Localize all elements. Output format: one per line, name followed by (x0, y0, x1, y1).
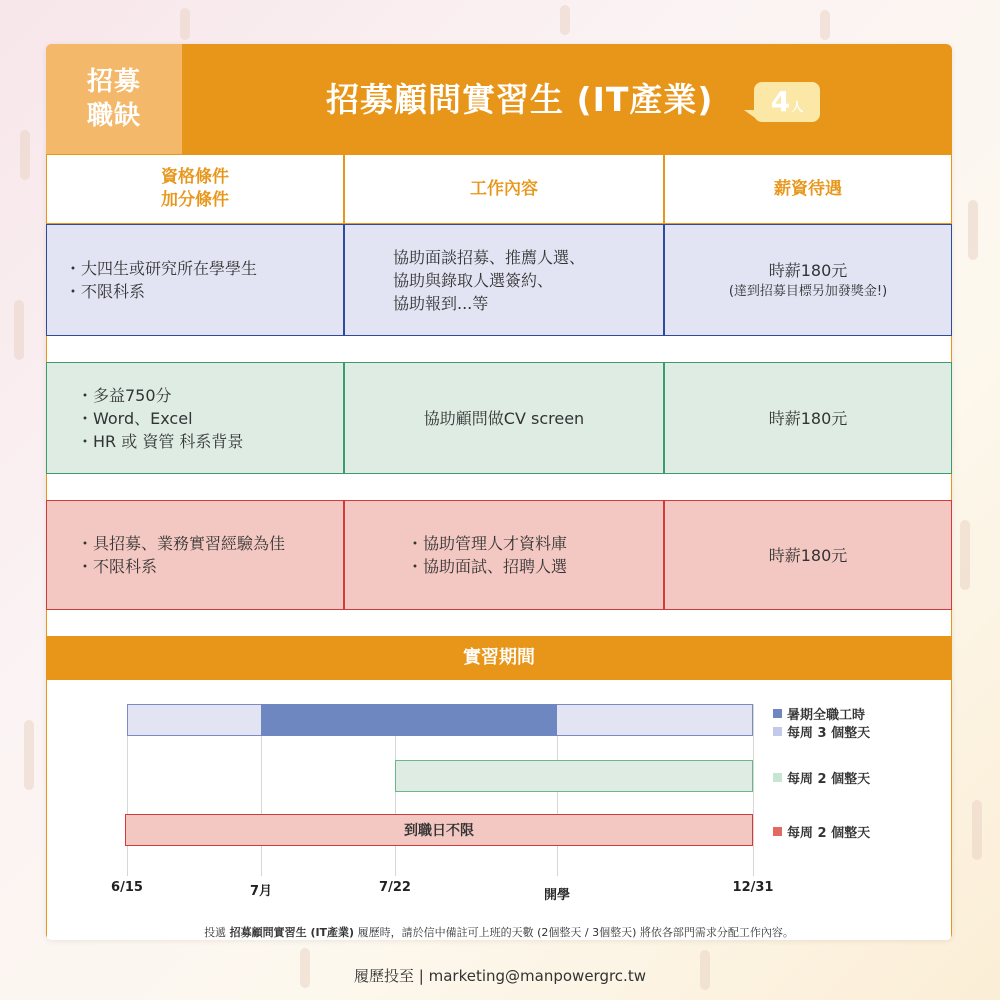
background-figure (972, 800, 982, 860)
period-title: 實習期間 (46, 636, 952, 680)
legend-item (773, 822, 870, 841)
table-row-3-salary (664, 500, 952, 610)
table-row-2-salary (664, 362, 952, 474)
bar-2-days-week-green (395, 760, 753, 792)
row-3-salary-value: 時薪180元 (768, 545, 848, 565)
background-figure (960, 520, 970, 590)
legend-label: 暑期全職工時 (787, 708, 866, 723)
tick-label: 開學 (543, 888, 571, 903)
tick-label: 12/31 (732, 880, 774, 895)
table-row-3-duty (344, 500, 664, 610)
row-3-qual-item: ・具招募、業務實習經驗為佳 (77, 534, 286, 553)
row-1-qual-item: ・不限科系 (65, 282, 146, 301)
legend-item (773, 768, 870, 787)
bar-start-anytime-label: 到職日不限 (404, 823, 474, 839)
row-2-duty-item: 協助顧問做CV screen (423, 408, 585, 428)
table-row-2-qualification (46, 362, 344, 474)
job-header (46, 44, 952, 154)
legend-label: 每周 2 個整天 (787, 772, 871, 787)
footer-label: 履歷投至 | (354, 967, 429, 985)
footer-email-link[interactable]: marketing@manpowergrc.tw (428, 967, 646, 985)
headcount-number: 4 (770, 85, 791, 118)
job-card (46, 44, 952, 940)
footer-contact (0, 965, 1000, 986)
note-job-title: 招募顧問實習生 (IT產業) (229, 926, 355, 939)
job-title: 招募顧問實習生 (IT產業) (326, 80, 714, 119)
column-header-qualification-line1: 資格條件 (161, 167, 229, 187)
row-1-salary-note: (達到招募目標另加發獎金!) (728, 283, 888, 299)
column-header-qualification (46, 154, 344, 224)
row-3-duty-item: ・協助管理人才資料庫 (407, 534, 568, 553)
headcount-unit: 人 (791, 100, 804, 114)
legend-swatch (773, 727, 782, 736)
legend-swatch (773, 773, 782, 782)
row-3-qual-item: ・不限科系 (77, 557, 158, 576)
row-1-duty-item: 協助面談招募、推薦人選、 (393, 247, 586, 267)
bar-summer-full-time (261, 704, 557, 736)
tick-label: 6/15 (111, 880, 143, 895)
job-tag-line2: 職缺 (86, 101, 141, 131)
row-divider (46, 610, 952, 636)
background-figure (968, 200, 978, 260)
background-figure (180, 8, 190, 40)
table-row-2-duty (344, 362, 664, 474)
table-row-1-duty (344, 224, 664, 336)
row-1-salary-value: 時薪180元 (768, 260, 848, 280)
row-2-qual-item: ・HR 或 資管 科系背景 (77, 431, 244, 451)
legend-swatch (773, 827, 782, 836)
legend-swatch (773, 709, 782, 718)
gridline (753, 704, 754, 876)
table-row-1-salary (664, 224, 952, 336)
row-1-duty-item: 協助報到...等 (393, 293, 489, 313)
column-header-salary (664, 154, 952, 224)
tick-label: 7月 (249, 884, 273, 899)
background-figure (560, 5, 570, 35)
column-header-duty (344, 154, 664, 224)
row-divider (46, 336, 952, 362)
row-2-salary-value: 時薪180元 (768, 408, 848, 428)
row-1-qual-item: ・大四生或研究所在學學生 (65, 259, 258, 278)
bar-2-days-week-red (125, 814, 753, 846)
row-divider (46, 474, 952, 500)
row-3-duty-item: ・協助面試、招聘人選 (407, 557, 568, 576)
legend-label: 每周 2 個整天 (787, 826, 871, 841)
job-tag (46, 44, 182, 154)
table-row-1-qualification (46, 224, 344, 336)
legend-item (773, 722, 870, 741)
column-header-salary-label: 薪資待遇 (774, 178, 842, 199)
note-suffix: 履歷時，請於信中備註可上班的天數 (2個整天 / 3個整天) 將依各部門需求分配工作內容。 (354, 926, 794, 939)
legend-label: 每周 3 個整天 (787, 726, 871, 741)
note-prefix: 投遞 (204, 926, 230, 939)
job-tag-line1: 招募 (86, 67, 141, 97)
column-header-qualification-line2: 加分條件 (161, 190, 229, 210)
tick-label: 7/22 (379, 880, 411, 895)
background-figure (20, 130, 30, 180)
row-1-duty-item: 協助與錄取人選簽約、 (393, 270, 554, 290)
legend-item (773, 704, 865, 723)
headcount-badge (754, 82, 820, 122)
row-2-qual-item: ・Word、Excel (77, 408, 193, 428)
background-figure (14, 300, 24, 360)
table-row-3-qualification (46, 500, 344, 610)
application-note (46, 924, 952, 940)
period-chart (46, 680, 952, 940)
background-figure (24, 720, 34, 790)
column-header-duty-label: 工作內容 (470, 178, 538, 199)
background-figure (820, 10, 830, 40)
row-2-qual-item: ・多益750分 (77, 385, 172, 405)
